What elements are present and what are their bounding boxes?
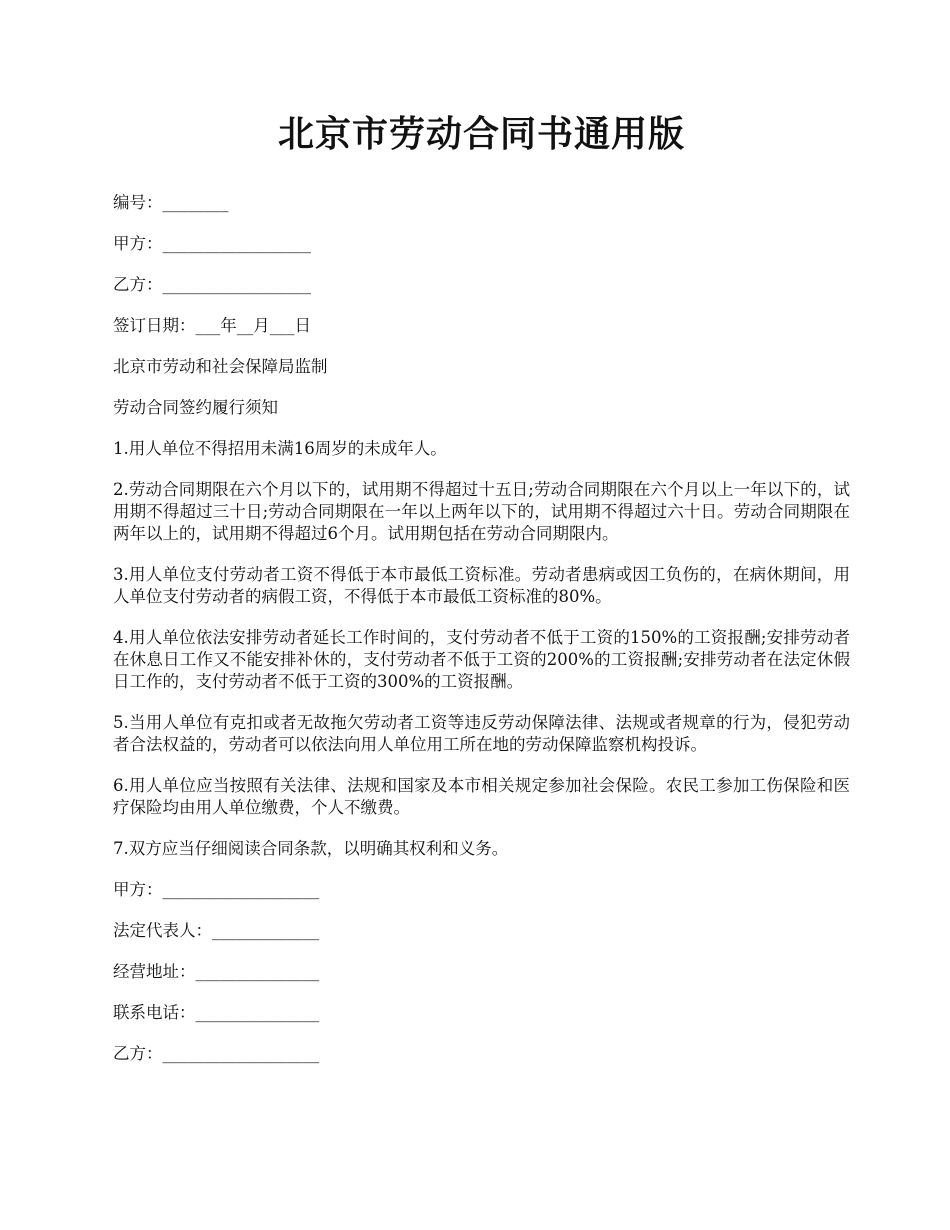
signing-date-field: 签订日期：___年__月___日 [113, 316, 311, 335]
clause-4: 4.用人单位依法安排劳动者延长工作时间的，支付劳动者不低于工资的150%的工资报酬;安排劳动者在休息日工作又不能安排补休的，支付劳动者不低于工资的200%的工资报酬;安排劳动者在法定休假日工作的，支付劳动者不低于工资的300%的工资报酬。 [113, 628, 850, 691]
party-b-field: 乙方：__________________ [113, 275, 311, 294]
document-title: 北京市劳动合同书通用版 [277, 113, 685, 155]
signature-business-address: 经营地址：_______________ [113, 962, 320, 981]
clause-2: 2.劳动合同期限在六个月以下的，试用期不得超过十五日;劳动合同期限在六个月以上一年以下的，试用期不得超过三十日;劳动合同期限在一年以上两年以下的，试用期不得超过六十日。劳动合同期限在两年以上的，试用期不得超过6个月。试用期包括在劳动合同期限内。 [113, 480, 850, 543]
notice-heading: 劳动合同签约履行须知 [113, 398, 278, 417]
signature-contact-phone: 联系电话：_______________ [113, 1003, 320, 1022]
clause-1: 1.用人单位不得招用未满16周岁的未成年人。 [113, 439, 447, 458]
contract-number-field: 编号：________ [113, 193, 229, 212]
clause-5: 5.当用人单位有克扣或者无故拖欠劳动者工资等违反劳动保障法律、法规或者规章的行为，侵犯劳动者合法权益的，劳动者可以依法向用人单位用工所在地的劳动保障监察机构投诉。 [113, 713, 850, 754]
signature-party-b: 乙方：___________________ [113, 1044, 320, 1063]
clause-3: 3.用人单位支付劳动者工资不得低于本市最低工资标准。劳动者患病或因工负伤的，在病休期间，用人单位支付劳动者的病假工资，不得低于本市最低工资标准的80%。 [113, 565, 850, 606]
signature-party-a: 甲方：___________________ [113, 880, 320, 899]
clause-7: 7.双方应当仔细阅读合同条款，以明确其权利和义务。 [113, 839, 509, 858]
party-a-field: 甲方：__________________ [113, 234, 311, 253]
signature-legal-representative: 法定代表人：_____________ [113, 921, 320, 940]
supervising-authority: 北京市劳动和社会保障局监制 [113, 357, 328, 376]
clause-6: 6.用人单位应当按照有关法律、法规和国家及本市相关规定参加社会保险。农民工参加工伤保险和医疗保险均由用人单位缴费，个人不缴费。 [113, 776, 850, 817]
